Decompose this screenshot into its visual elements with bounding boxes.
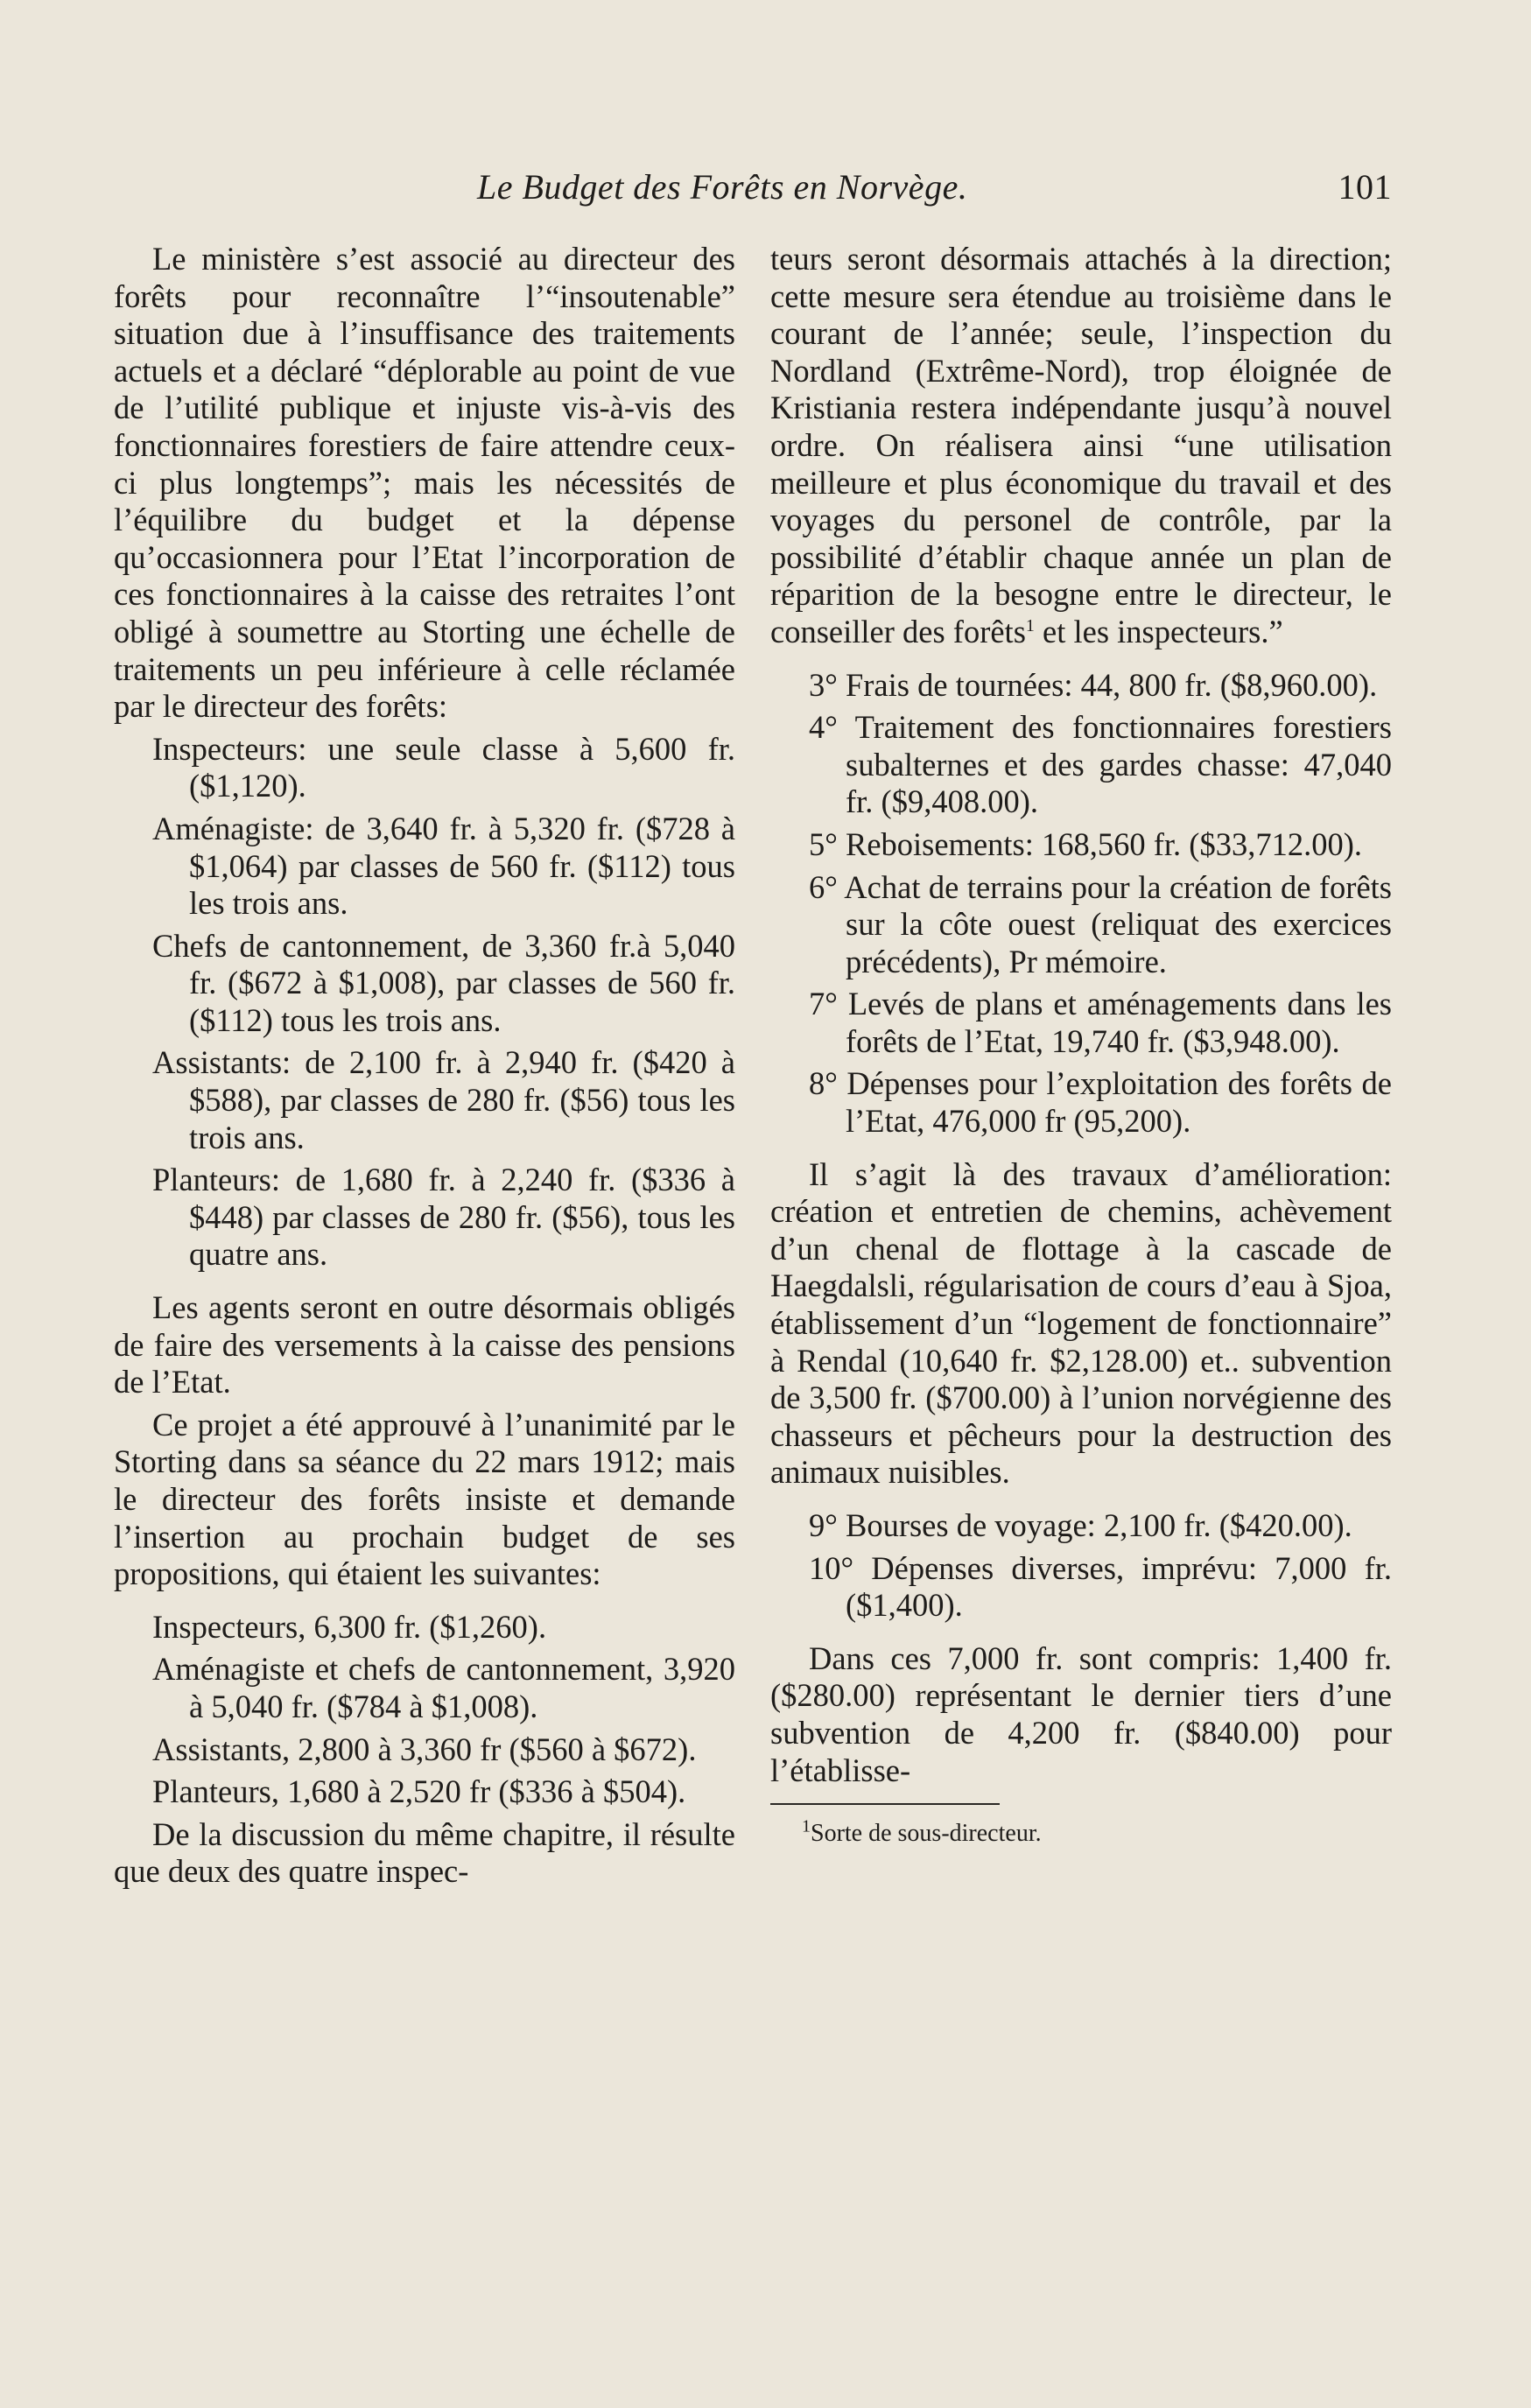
running-title: Le Budget des Forêts en Norvège. <box>477 167 968 207</box>
footnote-text: Sorte de sous-directeur. <box>811 1820 1042 1848</box>
list-item: 5° Reboisements: 168,560 fr. ($33,712.00). <box>809 825 1362 862</box>
footnote-marker: 1 <box>802 1816 811 1836</box>
list-item: Aménagiste: de 3,640 fr. à 5,320 fr. ($728 à $1,064) par classes de 560 fr. ($112) tous les trois ans. <box>152 810 735 922</box>
paragraph-subvention: Dans ces 7,000 fr. sont compris: 1,400 fr. ($280.00) représentant le dernier tiers d’une subvention de 4,200 fr. ($840.00) pour l’établisse- <box>770 1639 1392 1788</box>
list-item: Chefs de cantonnement, de 3,360 fr.à 5,040 fr. ($672 à $1,008), par classes de 560 fr. ($112) tous les trois ans. <box>152 927 735 1038</box>
paragraph-works: Il s’agit là des travaux d’amélioration: création et entretien de chemins, achèvement d’un chenal de flottage à la cascade de Haegdalsli, régularisation de cours d’eau à Sjoa, établissement d’un “logement de fonctionnaire” à Rendal (10,640 fr. $2,128.00) et.. subvention de 3,500 fr. ($700.00) à l’union norvégienne des chasseurs et pêcheurs pour la destruction des animaux nuisibles. <box>770 1155 1392 1491</box>
list-item: 9° Bourses de voyage: 2,100 fr. ($420.00). <box>809 1507 1352 1543</box>
paragraph-ministry: Le ministère s’est associé au directeur des forêts pour reconnaître l’“insoutenable” situation due à l’insuffisance des traitements actuels et a déclaré “déplorable au point de vue de l’utilité publique et injuste vis-à-vis des fonctionnaires forestiers de faire attendre ceux-ci plus longtemps”; mais les nécessités de l’équilibre du budget et la dépense qu’occasionnera pour l’Etat l’incorporation de ces fonctionnaires à la caisse des retraites l’ont obligé à soumettre au Storting une échelle de traitements un peu inférieure à celle réclamée par le directeur des forêts: <box>114 241 735 725</box>
list-item: Inspecteurs, 6,300 fr. ($1,260). <box>152 1608 547 1645</box>
list-item: Assistants: de 2,100 fr. à 2,940 fr. ($420 à $588), par classes de 280 fr. ($56) tous les trois ans. <box>152 1044 735 1155</box>
list-item: 6° Achat de terrains pour la création de forêts sur la côte ouest (reliquat des exercices précédents), Pr mémoire. <box>809 868 1392 979</box>
list-item: 10° Dépenses diverses, imprévu: 7,000 fr. ($1,400). <box>809 1549 1392 1624</box>
footnote <box>770 1816 1392 1849</box>
list-item: Inspecteurs: une seule classe à 5,600 fr. ($1,120). <box>152 730 735 804</box>
budget-items-list <box>770 667 1392 1141</box>
page-number: 101 <box>1338 167 1392 207</box>
list-item: Planteurs, 1,680 à 2,520 fr ($336 à $504). <box>152 1773 686 1810</box>
running-head <box>114 161 1392 214</box>
right-column <box>770 241 1392 1849</box>
salary-scale-proposed <box>114 731 735 1274</box>
left-column <box>114 241 735 1896</box>
list-item: Assistants, 2,800 à 3,360 fr ($560 à $672). <box>152 1731 697 1767</box>
paragraph-discussion: De la discussion du même chapitre, il résulte que deux des quatre inspec- <box>114 1815 735 1890</box>
list-item: Aménagiste et chefs de cantonnement, 3,920 à 5,040 fr. ($784 à $1,008). <box>152 1651 735 1724</box>
list-item: 7° Levés de plans et aménagements dans les forêts de l’Etat, 19,740 fr. ($3,948.00). <box>809 986 1392 1059</box>
list-item: 8° Dépenses pour l’exploitation des forêts de l’Etat, 476,000 fr (95,200). <box>809 1065 1392 1140</box>
list-item: 3° Frais de tournées: 44, 800 fr. ($8,960.00). <box>809 666 1378 703</box>
footnote-reference: 1 <box>1025 615 1035 635</box>
list-item: 4° Traitement des fonctionnaires forestiers subalternes et des gardes chasse: 47,040 fr. ($9,408.00). <box>809 709 1392 820</box>
paragraph-inspectors <box>770 241 1392 651</box>
footnote-divider <box>770 1803 1000 1805</box>
paragraph-storting: Ce projet a été approuvé à l’unanimité par le Storting dans sa séance du 22 mars 1912; mais le directeur des forêts insiste et demande l’insertion au prochain budget de ses propositions, qui étaient les suivantes: <box>114 1406 735 1592</box>
budget-items-list-2 <box>770 1507 1392 1625</box>
salary-scale-director <box>114 1609 735 1811</box>
paragraph-text-end: et les inspecteurs.” <box>1034 613 1283 649</box>
paragraph-pensions: Les agents seront en outre désormais obligés de faire des versements à la caisse des pensions de l’Etat. <box>114 1289 735 1401</box>
list-item: Planteurs: de 1,680 fr. à 2,240 fr. ($336 à $448) par classes de 280 fr. ($56), tous les quatre ans. <box>152 1162 735 1273</box>
paragraph-text: teurs seront désormais attachés à la direction; cette mesure sera étendue au troisième dans le courant de l’année; seule, l’inspection du Nordland (Extrême-Nord), trop éloignée de Kristiania restera indépendante jusqu’à nouvel ordre. On réalisera ainsi “une utilisation meilleure et plus économique du travail et des voyages du personel de contrôle, par la possibilité d’établir chaque année un plan de réparition de la besogne entre le directeur, le conseiller des forêts <box>770 241 1392 649</box>
